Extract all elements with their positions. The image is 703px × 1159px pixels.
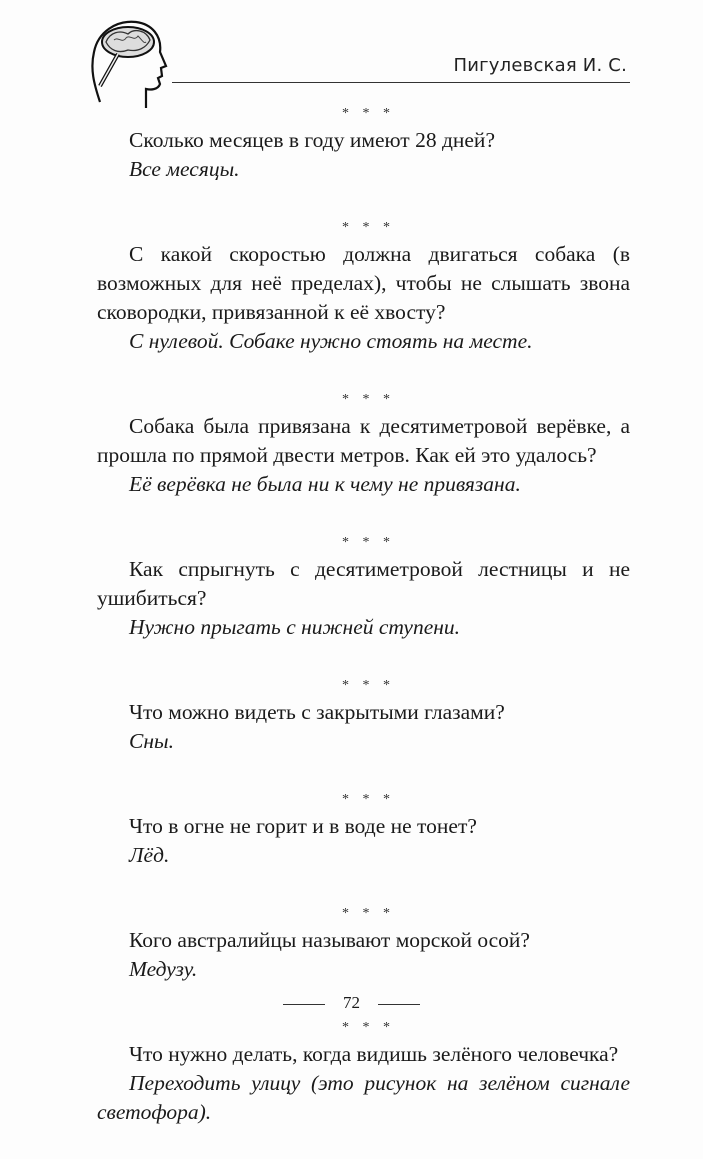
riddle-answer: С нулевой. Собаке нужно стоять на месте. bbox=[129, 329, 533, 353]
section-separator: * * * bbox=[342, 678, 395, 693]
page-number: 72 bbox=[343, 993, 360, 1012]
riddle-question: Что можно видеть с закрытыми глазами? bbox=[129, 700, 505, 724]
riddle-block bbox=[97, 216, 630, 356]
riddle-block bbox=[97, 531, 630, 642]
page-footer bbox=[0, 993, 703, 1013]
running-head-author: Пигулевская И. С. bbox=[453, 55, 627, 76]
riddle-block bbox=[97, 102, 630, 184]
riddle-question: Собака была привязана к десятиметровой верёвке, а прошла по прямой двести метров. Как ей это удалось? bbox=[97, 414, 630, 467]
section-separator: * * * bbox=[342, 1020, 395, 1035]
riddle-answer: Её верёвка не была ни к чему не привязана. bbox=[129, 472, 521, 496]
riddle-question: С какой скоростью должна двигаться собака (в возможных для неё пределах), чтобы не слышать звона сковородки, привязанной к её хвосту? bbox=[97, 242, 630, 324]
riddle-question: Что в огне не горит и в воде не тонет? bbox=[129, 814, 477, 838]
riddle-question: Сколько месяцев в году имеют 28 дней? bbox=[129, 128, 495, 152]
riddle-answer: Переходить улицу (это рисунок на зелёном сигнале светофора). bbox=[97, 1071, 630, 1124]
riddle-answer: Сны. bbox=[129, 729, 174, 753]
page-header bbox=[0, 0, 703, 110]
riddle-question: Что нужно делать, когда видишь зелёного человечка? bbox=[129, 1042, 619, 1066]
head-with-brain-icon bbox=[88, 14, 168, 109]
riddle-question: Как спрыгнуть с десятиметровой лестницы и не ушибиться? bbox=[97, 557, 630, 610]
section-separator: * * * bbox=[342, 906, 395, 921]
footer-dash-right bbox=[378, 1004, 420, 1005]
riddle-block bbox=[97, 388, 630, 499]
header-rule bbox=[172, 82, 630, 83]
section-separator: * * * bbox=[342, 106, 395, 121]
riddle-answer: Все месяцы. bbox=[129, 157, 240, 181]
footer-dash-left bbox=[283, 1004, 325, 1005]
section-separator: * * * bbox=[342, 220, 395, 235]
riddle-block bbox=[97, 902, 630, 984]
riddle-question: Кого австралийцы называют морской осой? bbox=[129, 928, 530, 952]
section-separator: * * * bbox=[342, 392, 395, 407]
riddle-answer: Лёд. bbox=[129, 843, 170, 867]
riddle-block bbox=[97, 1016, 630, 1127]
riddle-block bbox=[97, 674, 630, 756]
section-separator: * * * bbox=[342, 792, 395, 807]
riddle-block bbox=[97, 788, 630, 870]
section-separator: * * * bbox=[342, 535, 395, 550]
riddle-answer: Нужно прыгать с нижней ступени. bbox=[129, 615, 461, 639]
riddle-answer: Медузу. bbox=[129, 957, 198, 981]
